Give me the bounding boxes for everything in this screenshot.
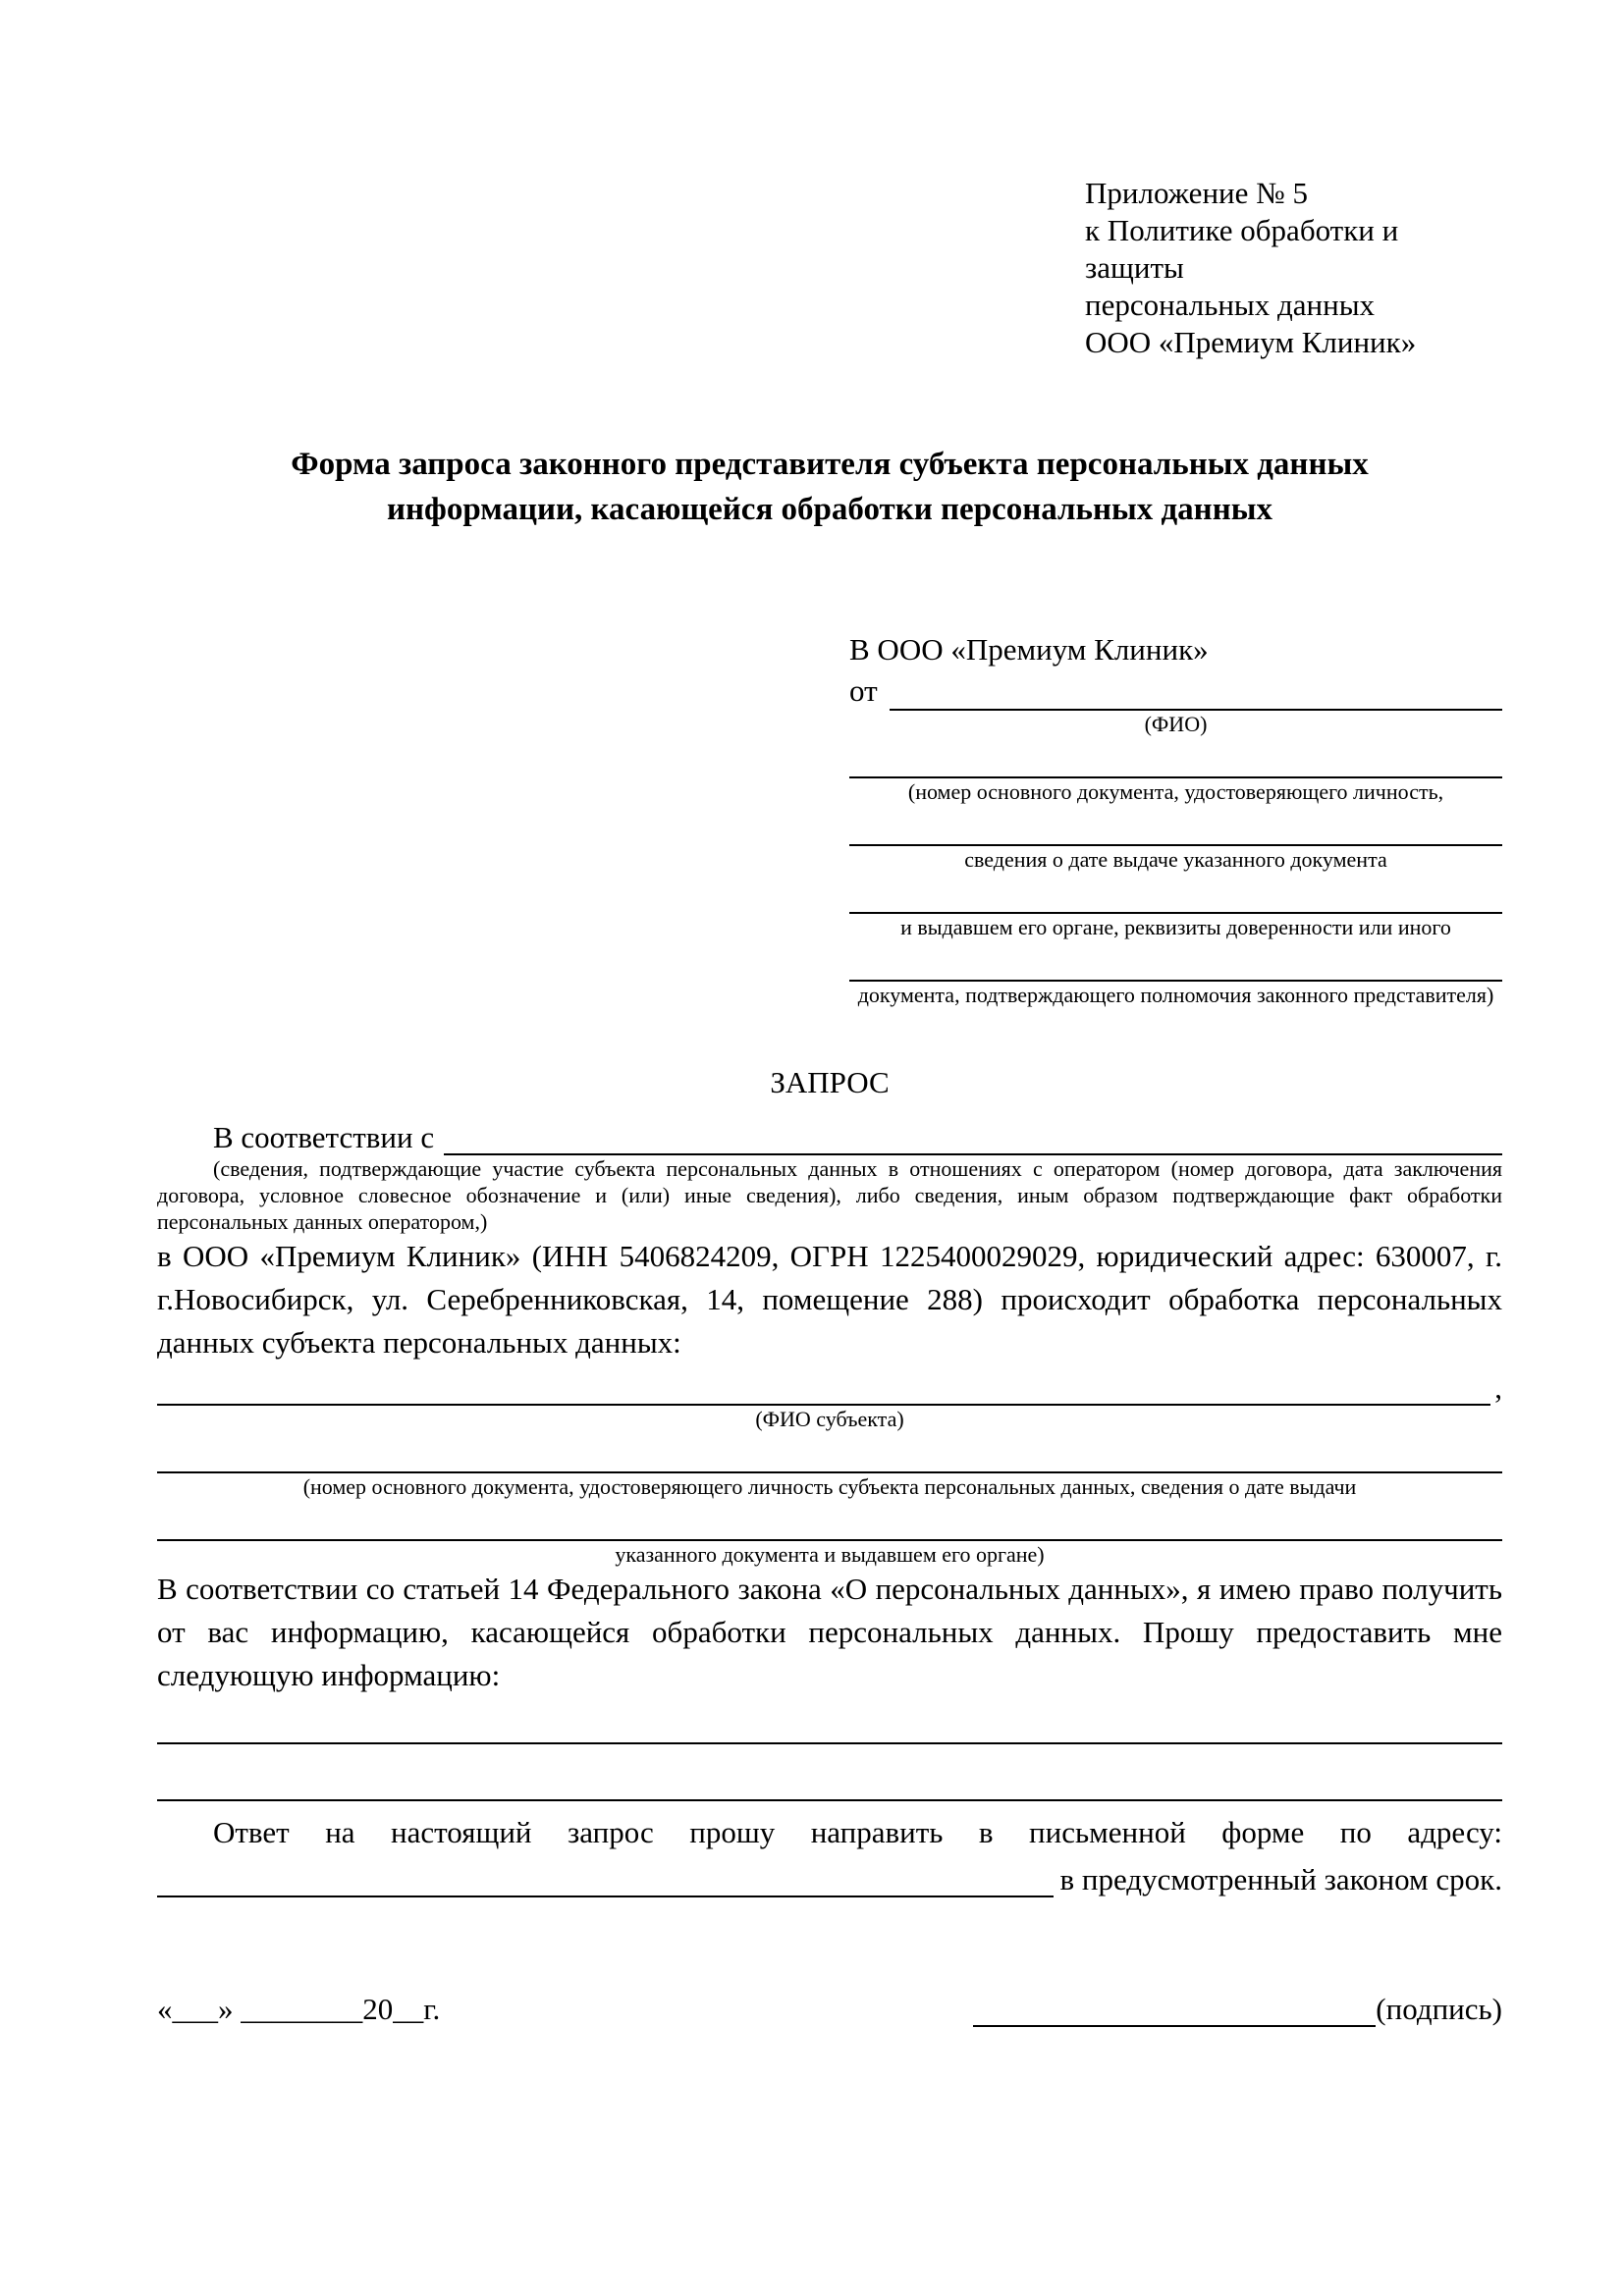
document-title [157,442,1502,532]
operator-paragraph: в ООО «Премиум Клиник» (ИНН 5406824209, ОГРН 1225400029029, юридический адрес: 630007, г. г.Новосибирск, ул. Серебренниковская, 14, помещение 288) происходит обработка персональных данных субъекта персональных данных: [157,1239,1502,1360]
reply-paragraph: Ответ на настоящий запрос прошу направить в письменной форме по адресу: [213,1815,1502,1849]
signature-blank-line [973,1992,1376,2027]
from-row [849,669,1502,711]
authority-doc-caption: документа, подтверждающего полномочия законного представителя) [857,983,1494,1007]
subject-doc-caption: (номер основного документа, удостоверяющего личность субъекта персональных данных, сведения о дате выдачи [302,1474,1357,1499]
requested-info-blank-line [157,1697,1502,1744]
reply-address-blank-line [157,1896,1054,1897]
reply-suffix: в предусмотренный законом срок. [1059,1862,1502,1896]
from-label: от [849,673,878,708]
subject-doc-issuer-caption: указанного документа и выдавшем его органе) [615,1542,1045,1567]
subject-doc-blank-line [157,1432,1502,1473]
request-heading: ЗАПРОС [770,1065,890,1099]
intro-row [157,1112,1502,1155]
annex-note [1085,175,1502,361]
subject-doc-issuer-blank-line [157,1500,1502,1541]
footer-row [157,1992,1502,2027]
fio-caption: (ФИО) [1144,712,1208,736]
addressee-to: В ООО «Премиум Клиник» [849,632,1209,667]
annex-line: к Политике обработки и защиты [1085,213,1399,285]
reply-address-row [157,1854,1502,1897]
trailing-comma: , [1494,1370,1502,1405]
requested-info-blank-line [157,1744,1502,1801]
annex-line: ООО «Премиум Клиник» [1085,325,1417,359]
document-title-line: информации, касающейся обработки персональных данных [387,492,1272,527]
annex-line: Приложение № 5 [1085,176,1308,210]
law-paragraph: В соответствии со статьей 14 Федерального закона «О персональных данных», я имею право получить от вас информацию, касающейся обработки персональных данных. Прошу предоставить мне следующую информацию: [157,1572,1502,1692]
intro-caption: (сведения, подтверждающие участие субъекта персональных данных в отношениях с оператором (номер договора, дата заключения договора, условное словесное обозначение и (или) иные сведения), либо сведения, иным образом подтверждающие факт обработки персональных данных оператором,) [157,1156,1502,1234]
date-line: «___» ________20__г. [157,1992,441,2026]
issuer-caption: и выдавшем его органе, реквизиты доверенности или иного [900,915,1451,939]
subject-fio-row [157,1364,1502,1406]
signature-group [973,1992,1502,2027]
identity-doc-blank-line [849,737,1502,778]
annex-line: персональных данных [1085,288,1376,322]
authority-doc-blank-line [849,940,1502,982]
issuer-blank-line [849,873,1502,914]
identity-doc-caption: (номер основного документа, удостоверяющего личность, [907,779,1444,804]
addressee-block [849,630,1502,1008]
subject-fio-caption: (ФИО субъекта) [755,1407,904,1431]
document-title-line: Форма запроса законного представителя субъекта персональных данных [291,447,1369,482]
issue-date-caption: сведения о дате выдаче указанного документа [964,847,1387,872]
issue-date-blank-line [849,805,1502,846]
intro-label: В соответствии с [213,1120,435,1154]
signature-caption: (подпись) [1376,1992,1502,2026]
